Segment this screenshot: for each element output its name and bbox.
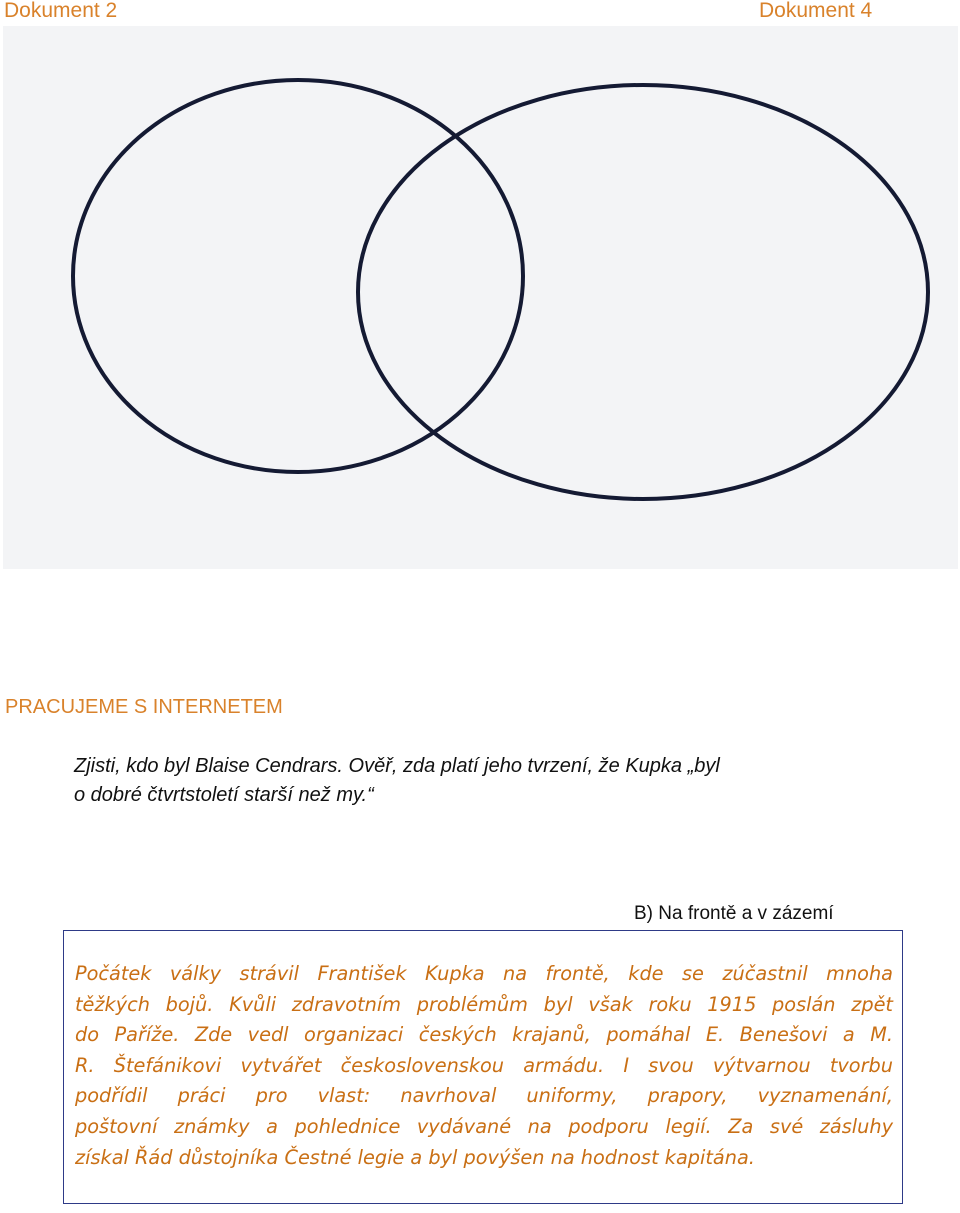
paragraph-line: Počátek války strávil František Kupka na frontě, kde se zúčastnil mnoha [75, 962, 893, 985]
paragraph-line: poštovní známky a pohlednice vydávané na podporu legií. Za své zásluhy [75, 1114, 893, 1138]
kupka-text-box [63, 930, 903, 1204]
venn-diagram [3, 26, 958, 569]
paragraph-line: do Paříže. Zde vedl organizaci českých krajanů, pomáhal E. Benešovi a M. [75, 1023, 893, 1047]
paragraph-line: získal Řád důstojníka Čestné legie a byl povýšen na hodnost kapitána. [75, 1145, 755, 1169]
part-b-heading: B) Na frontě a v zázemí [634, 903, 834, 924]
venn-background [3, 26, 958, 569]
task-line-1: Zjisti, kdo byl Blaise Cendrars. Ověř, zda platí jeho tvrzení, že Kupka „byl [74, 755, 720, 777]
document-4-label: Dokument 4 [759, 0, 873, 22]
paragraph-line: podřídil práci pro vlast: navrhoval uniformy, prapory, vyznamenání, [75, 1084, 893, 1108]
venn-diagram-photo [3, 26, 958, 569]
task-text [74, 752, 896, 810]
section-heading-internet: PRACUJEME S INTERNETEM [5, 696, 283, 718]
kupka-paragraph [75, 959, 893, 1173]
document-2-label: Dokument 2 [4, 0, 118, 22]
paragraph-line: těžkých bojů. Kvůli zdravotním problémům byl však roku 1915 poslán zpět [75, 992, 893, 1016]
task-line-2: o dobré čtvrtstoletí starší než my.“ [74, 784, 374, 806]
paragraph-line: R. Štefánikovi vytvářet československou armádu. I svou výtvarnou tvorbu [75, 1053, 893, 1077]
